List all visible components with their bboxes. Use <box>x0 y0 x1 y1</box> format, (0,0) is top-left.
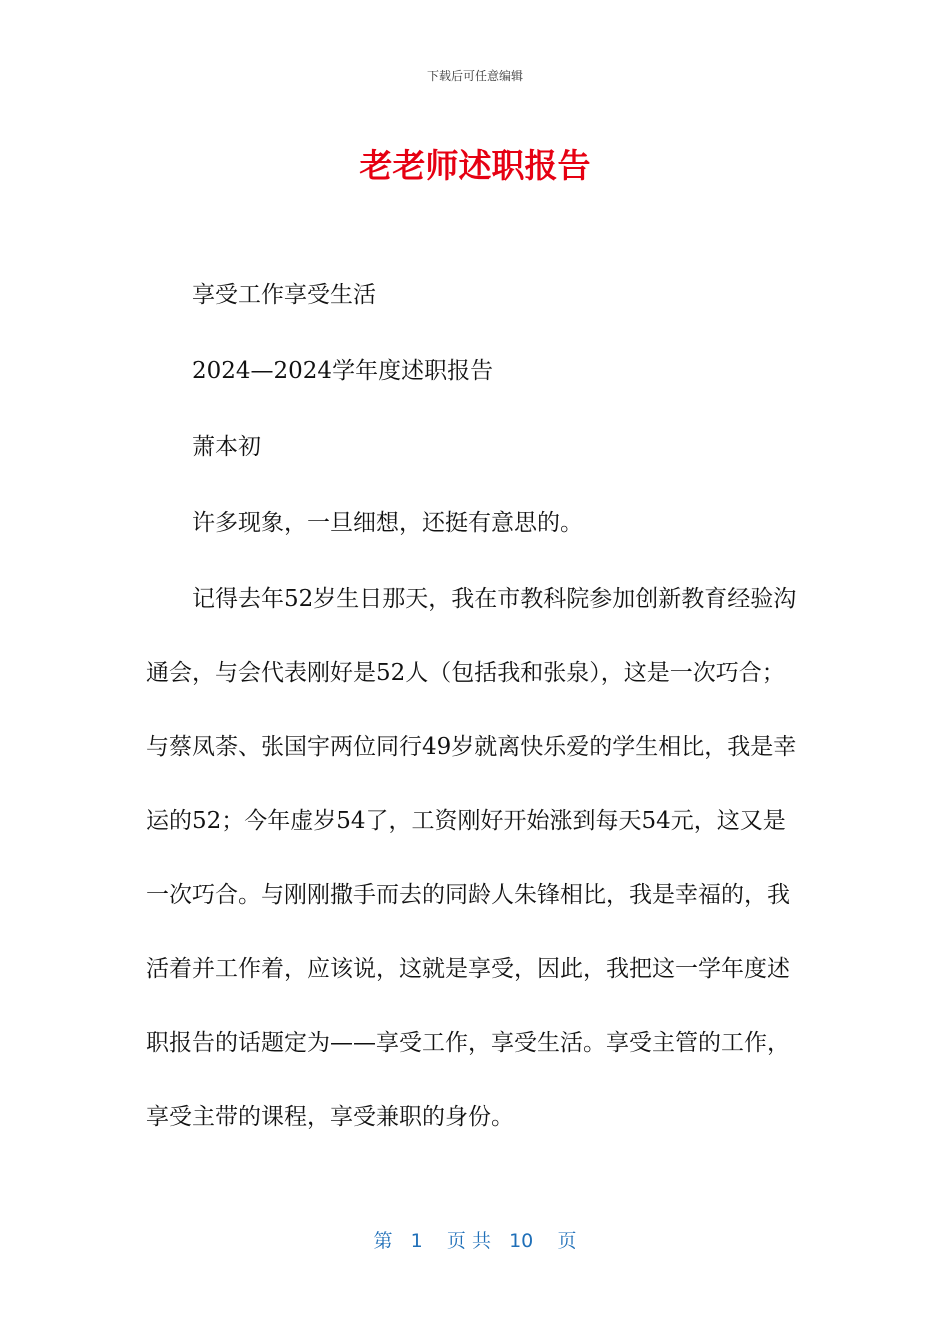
document-title: 老老师述职报告 <box>359 146 591 185</box>
footer-suffix: 页 <box>557 1230 577 1252</box>
header-note: 下载后可任意编辑 <box>426 69 523 83</box>
footer-total-pages: 10 <box>509 1230 534 1252</box>
document-body <box>146 276 806 1192</box>
paragraph-subtitle: 享受工作享受生活 <box>192 282 376 308</box>
footer-prefix: 第 <box>373 1230 393 1252</box>
footer-middle: 页 共 <box>446 1230 491 1252</box>
paragraph-author: 萧本初 <box>192 434 261 460</box>
paragraph-main: 记得去年52岁生日那天，我在市教科院参加创新教育经验沟通会，与会代表刚好是52人（包括我和张泉），这是一次巧合；与蔡凤荼、张国宇两位同行49岁就离快乐爱的学生相比，我是幸运的52；今年虚岁54了，工资刚好开始涨到每天54元，这又是一次巧合。与刚刚撒手而去的同龄人朱锋相比，我是幸福的，我活着并工作着，应该说，这就是享受，因此，我把这一学年度述职报告的话题定为——享受工作，享受生活。享受主管的工作，享受主带的课程，享受兼职的身份。 <box>146 586 797 1130</box>
footer-current-page: 1 <box>410 1230 423 1252</box>
page-footer <box>0 1226 950 1253</box>
paragraph-intro: 许多现象，一旦细想，还挺有意思的。 <box>192 510 583 536</box>
paragraph-report-year: 2024—2024学年度述职报告 <box>192 358 494 384</box>
